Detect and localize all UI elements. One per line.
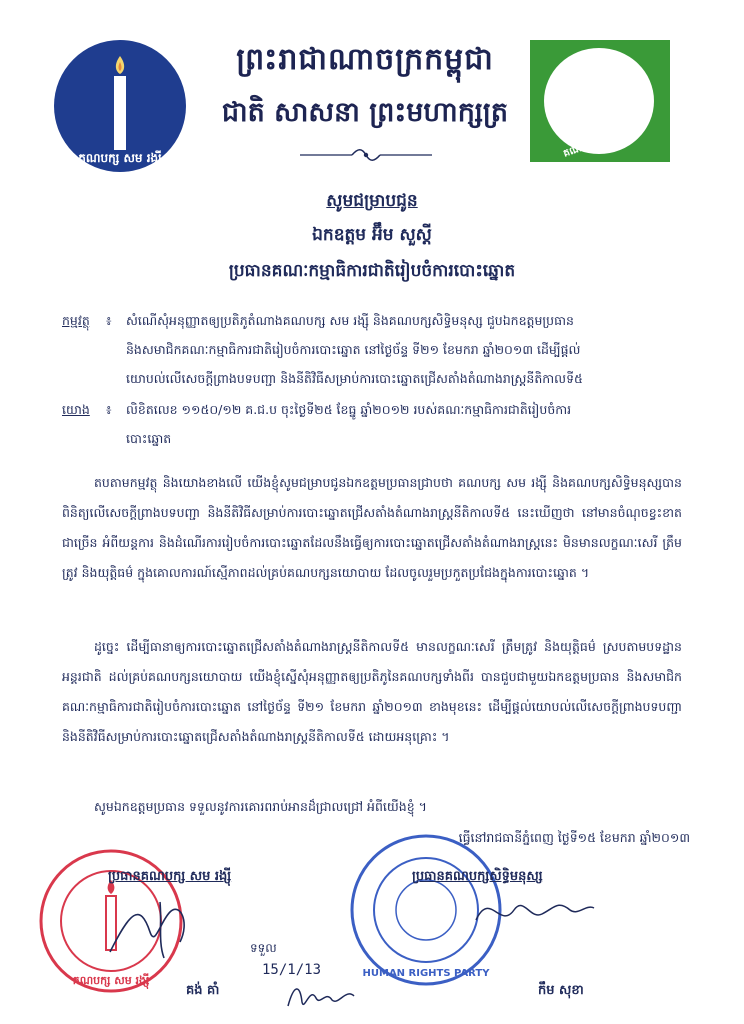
right-signatory-name: កឹម សុខា	[538, 983, 584, 998]
kingdom-title: ព្រះរាជាណាចក្រកម្ពុជា	[236, 42, 494, 77]
national-motto: ជាតិ សាសនា ព្រះមហាក្សត្រ	[221, 97, 509, 128]
left-signature	[100, 892, 210, 962]
body-paragraph-3: សូមឯកឧត្តមប្រធាន ទទួលនូវការគោរពរាប់អានដ៏ជ្រាលជ្រៅ អំពីយើងខ្ញុំ ។	[94, 799, 427, 814]
recipient-position: ប្រធានគណៈកម្មាធិការជាតិរៀបចំការបោះឆ្នោត	[228, 261, 516, 281]
subject-colon: ៖	[106, 313, 112, 328]
date-place: ធ្វើនៅរាជធានីភ្នំពេញ ថ្ងៃទី១៥ ខែមករា ឆ្នាំ២០១៣	[458, 830, 690, 845]
subject-line: យោបល់លើសេចក្តីព្រាងបទបញ្ជា និងនីតិវិធីសម្រាប់ការបោះឆ្នោតជ្រើសតាំងតំណាងរាស្ត្រនីតិកាលទី៥	[126, 371, 583, 386]
subject-line: សំណើសុំអនុញ្ញាតឲ្យប្រតិភូតំណាងគណបក្ស សម រង្ស៊ី និងគណបក្សសិទ្ធិមនុស្ស ជួបឯកឧត្តមប្រធាន	[126, 313, 574, 328]
right-signatory-title: ប្រធានគណបក្សសិទ្ធិមនុស្ស	[412, 869, 543, 884]
received-note: ទទួល	[250, 941, 277, 955]
sam-rainsy-party-logo	[52, 38, 188, 174]
reference-label: យោង	[62, 402, 90, 417]
red-stamp-text: គណបក្ស សម រង្ស៊ី	[72, 974, 150, 987]
right-signature	[470, 880, 600, 940]
ornament-divider	[296, 146, 436, 164]
recipient-name: ឯកឧត្តម អ៊ឹម សួស្ដី	[312, 225, 432, 245]
body-paragraph-2: ដូច្នេះ ដើម្បីធានាឲ្យការបោះឆ្នោតជ្រើសតាំងតំណាងរាស្ត្រនីតិកាលទី៥ មានលក្ខណៈសេរី ត្រឹមត្រូវ និងយុត្តិធម៌ ស្របតាមបទដ្ឋានអន្តរជាតិ ដល់គ្រប់គណបក្សនយោបាយ យើងខ្ញុំស្នើសុំអនុញ្ញាតឲ្យប្រតិភូនៃគណបក្សទាំងពីរ បានជួបជាមួយឯកឧត្តមប្រធាន និងសមាជិកគណៈកម្មាធិការជាតិរៀបចំការបោះឆ្នោត នៅថ្ងៃច័ន្ទ ទី២១ ខែមករា ឆ្នាំ២០១៣ ខាងមុខនេះ ដើម្បីផ្តល់យោបល់លើសេចក្តីព្រាងបទបញ្ជា និងនីតិវិធីសម្រាប់ការបោះឆ្នោតជ្រើសតាំងតំណាងរាស្ត្រនីតិកាលទី៥ ដោយអនុគ្រោះ ។	[62, 639, 682, 744]
human-rights-party-logo	[530, 40, 670, 162]
salutation-heading: សូមជម្រាបជូន	[326, 191, 418, 211]
subject-block	[62, 306, 682, 393]
reference-colon: ៖	[106, 402, 112, 417]
subject-label: កម្មវត្ថុ	[62, 313, 90, 328]
blue-stamp-text: HUMAN RIGHTS PARTY	[362, 968, 490, 979]
logo-ring-text	[530, 40, 670, 162]
left-logo-text: គណបក្ស សម រង្ស៊ី	[78, 151, 162, 165]
left-signatory-name: គង់ គាំ	[186, 983, 220, 998]
left-signatory-title: ប្រធានគណបក្ស សម រង្ស៊ី	[108, 869, 232, 884]
reference-line: លិខិតលេខ ១១៥០/១២ គ.ជ.ប ចុះថ្ងៃទី២៥ ខែធ្នូ ឆ្នាំ២០១២ របស់គណៈកម្មាធិការជាតិរៀបចំការ	[126, 402, 572, 417]
subject-line: និងសមាជិកគណៈកម្មាធិការជាតិរៀបចំការបោះឆ្នោត នៅថ្ងៃច័ន្ទ ទី២១ ខែមករា ឆ្នាំ២០១៣ ដើម្បីផ្តល់	[126, 342, 581, 357]
reference-line: បោះឆ្នោត	[126, 431, 172, 446]
reference-block	[62, 395, 682, 453]
right-logo-text: គណបក្សសិទ្ធិមនុស្ស	[561, 123, 637, 160]
received-date: 15/1/13	[262, 962, 322, 978]
body-paragraph-1: តបតាមកម្មវត្ថុ និងយោងខាងលើ យើងខ្ញុំសូមជម្រាបជូនឯកឧត្តមប្រធានជ្រាបថា គណបក្ស សម រង្ស៊ី និងគណបក្សសិទ្ធិមនុស្សបានពិនិត្យលើសេចក្តីព្រាងបទបញ្ជា និងនីតិវិធីសម្រាប់ការបោះឆ្នោតជ្រើសតាំងតំណាងរាស្ត្រនីតិកាលទី៥ នេះឃើញថា នៅមានចំណុចខ្វះខាតជាច្រើន អំពីយន្តការ និងដំណើរការរៀបចំការបោះឆ្នោតដែលនឹងធ្វើឲ្យការបោះឆ្នោតជ្រើសតាំងតំណាងរាស្ត្រនេះ មិនមានលក្ខណៈសេរី ត្រឹមត្រូវ និងយុត្តិធម៌ ក្នុងគោលការណ៍ស្មើភាពដល់គ្រប់គណបក្សនយោបាយ ដែលចូលរួមប្រកួតប្រជែងក្នុងការបោះឆ្នោត ។	[62, 475, 682, 580]
